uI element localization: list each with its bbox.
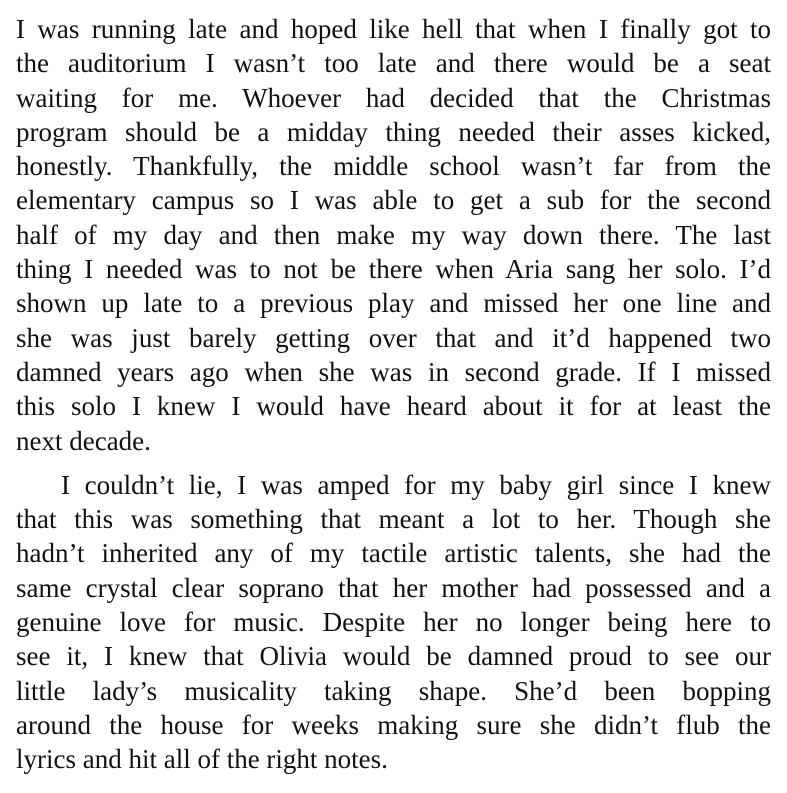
text-line: lyrics and hit all of the right notes. xyxy=(16,744,388,775)
text-line: around the house for weeks making sure she didn’t flub the xyxy=(16,709,771,740)
text-line: little lady’s musicality taking shape. She’d been bopping xyxy=(16,675,771,706)
text-line: shown up late to a previous play and missed her one line and xyxy=(16,288,771,319)
text-line: the auditorium I wasn’t too late and there would be a seat xyxy=(16,48,771,79)
text-line: hadn’t inherited any of my tactile artistic talents, she had the xyxy=(16,538,771,569)
text-line: I was running late and hoped like hell that when I finally got to xyxy=(16,14,771,44)
text-line: she was just barely getting over that and it’d happened two xyxy=(16,322,771,353)
text-line: honestly. Thankfully, the middle school wasn’t far from the xyxy=(16,151,771,182)
text-line: thing I needed was to not be there when Aria sang her solo. I’d xyxy=(16,254,771,285)
text-line: this solo I knew I would have heard about it for at least the xyxy=(16,391,771,422)
text-line: next decade. xyxy=(16,425,151,456)
text-line: program should be a midday thing needed their asses kicked, xyxy=(16,116,771,147)
text-line: elementary campus so I was able to get a sub for the second xyxy=(16,185,771,216)
text-line: waiting for me. Whoever had decided that the Christmas xyxy=(16,82,771,113)
text-line: half of my day and then make my way down there. The last xyxy=(16,219,771,250)
text-line: damned years ago when she was in second grade. If I missed xyxy=(16,356,771,387)
paragraph-2 xyxy=(16,468,771,777)
text-line: genuine love for music. Despite her no longer being here to xyxy=(16,607,771,638)
text-line: I couldn’t lie, I was amped for my baby girl since I knew xyxy=(61,469,771,500)
paragraph-1 xyxy=(16,12,771,458)
text-line: same crystal clear soprano that her mother had possessed and a xyxy=(16,572,771,603)
text-line: see it, I knew that Olivia would be damned proud to see our xyxy=(16,641,771,672)
text-line: that this was something that meant a lot to her. Though she xyxy=(16,504,771,535)
